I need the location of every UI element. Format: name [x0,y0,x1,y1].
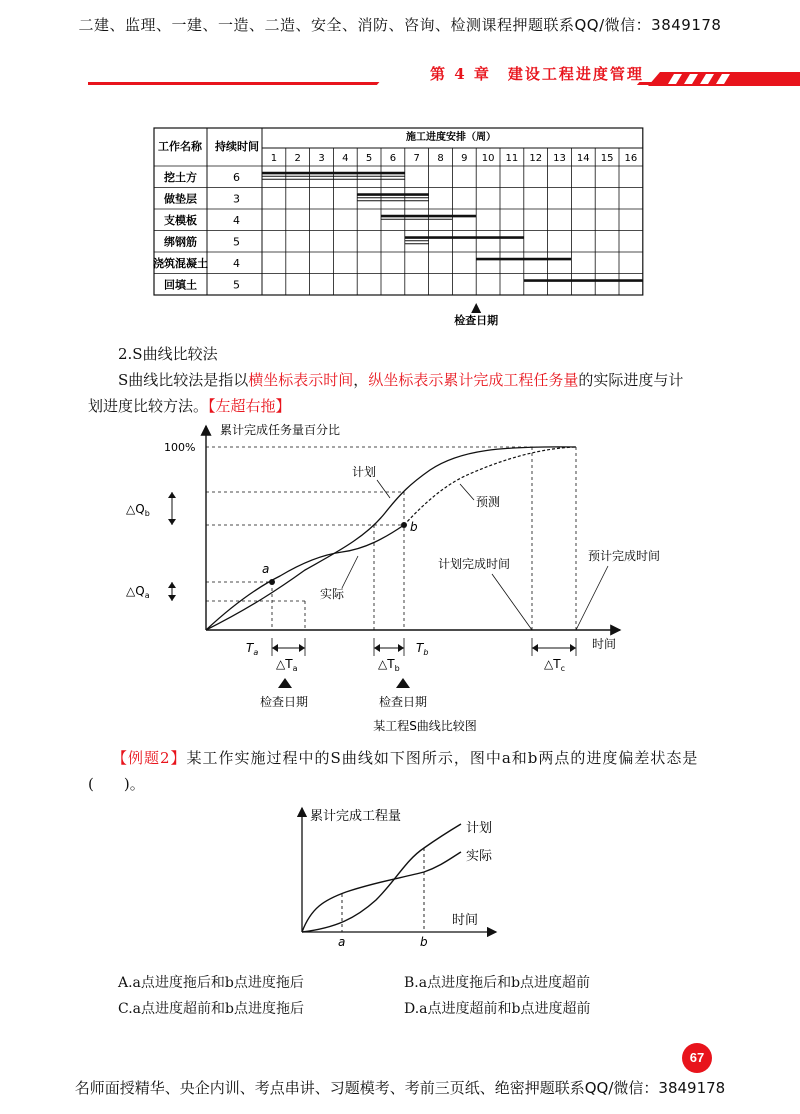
gantt-col-schedule: 施工进度安排（周） [406,132,496,143]
gantt-plan-bar [357,193,428,196]
gantt-week-label: 12 [529,153,543,164]
page-number: 67 [682,1043,712,1073]
gantt-week-label: 3 [318,153,325,164]
gantt-actual-bar [381,219,452,220]
forecast-label: 预测 [476,495,501,509]
gantt-week-label: 16 [624,153,638,164]
gantt-col-name: 工作名称 [158,140,202,153]
gantt-actual-bar [262,179,405,180]
s-chart-caption: 某工程S曲线比较图 [373,719,477,733]
gantt-row-duration: 4 [233,213,240,227]
example-actual-label: 实际 [466,849,493,864]
gantt-actual-bar [405,240,429,241]
delta-qb-label: $\triangle Q_b$ [126,502,150,518]
gantt-plan-bar [381,215,476,218]
gantt-actual-bar [357,200,428,201]
point-b [401,522,407,528]
footer-banner: 名师面授精华、央企内训、考点串讲、习题模考、考前三页纸、绝密押题联系QQ/微信：3849178 [74,1079,726,1097]
point-b-label: b [410,520,418,534]
delta-qa-label: $\triangle Q_a$ [126,584,150,600]
gantt-week-label: 14 [576,153,590,164]
gantt-grid [154,128,643,295]
example-line-1 [112,747,698,769]
example-tag: 【例题2】 [112,749,187,767]
example-blank: ( )。 [88,775,145,793]
check-date-label: 检查日期 [454,314,499,327]
example-b-label: b [420,935,428,949]
example-chart [286,800,506,960]
check-label-2: 检查日期 [378,695,428,709]
gantt-plan-bar [476,258,571,261]
delta-ta-label: $\triangle T_a$ [276,657,298,673]
gantt-actual-bar [357,197,428,198]
gantt-week-label: 13 [553,153,566,164]
gantt-week-label: 7 [413,153,420,164]
s-curve-chart [120,418,661,738]
forecast-curve [404,447,576,525]
gantt-row-duration: 5 [233,235,240,249]
p2-red: 【左超右拖】 [208,397,291,415]
gantt-plan-bar [262,172,405,175]
plan-label: 计划 [352,465,377,479]
paragraph-line-2 [88,395,291,417]
option-c[interactable]: C.a点进度超前和b点进度拖后 [118,1001,304,1017]
example-plan-curve [302,824,461,932]
ta-label: $T_a$ [246,641,259,657]
top-banner: 二建、监理、一建、一造、二造、安全、消防、咨询、检测课程押题联系QQ/微信：3849178 [78,16,722,34]
y-axis-label: 累计完成任务量百分比 [220,423,341,437]
gantt-row-name: 挖土方 [164,170,197,184]
gantt-actual-bar [405,243,429,244]
check-marker-1 [278,678,292,688]
example-actual-curve [302,852,461,932]
forecast-finish-label: 预计完成时间 [588,549,661,563]
gantt-row-duration: 5 [233,278,240,292]
example-xlabel: 时间 [452,913,479,928]
gantt-row-name: 绑钢筋 [164,235,197,249]
plan-finish-label: 计划完成时间 [438,557,511,571]
gantt-row-duration: 6 [233,170,240,184]
gantt-row-duration: 4 [233,256,240,270]
option-d[interactable]: D.a点进度超前和b点进度超前 [404,1001,591,1017]
gantt-week-label: 8 [437,153,444,164]
gantt-week-label: 4 [342,153,349,164]
gantt-row-duration: 3 [233,192,240,206]
option-a[interactable]: A.a点进度拖后和b点进度拖后 [118,975,304,991]
plan-curve [206,447,576,630]
paragraph-line-1 [118,369,683,391]
x-axis-label: 时间 [592,637,617,651]
check-marker-2 [396,678,410,688]
gantt-week-label: 1 [270,153,278,164]
p1-a: S曲线比较法是指以 [118,371,249,389]
gantt-week-label: 11 [505,153,519,164]
check-date-marker [471,303,481,313]
point-a [269,579,275,585]
gantt-plan-bar [405,236,524,239]
example-plan-label: 计划 [466,821,493,836]
gantt-col-duration: 持续时间 [215,140,259,153]
gantt-row-name: 浇筑混凝土 [153,256,208,270]
p1-b: ， [353,371,369,389]
example-text: 某工作实施过程中的S曲线如下图所示，图中a和b两点的进度偏差状态是 [186,749,699,767]
gantt-row-name: 支模板 [164,213,197,227]
gantt-row-name: 回填土 [164,278,197,292]
gantt-chart [150,126,650,336]
gantt-week-label: 15 [600,153,614,164]
gantt-week-label: 9 [461,153,468,164]
tb-label: $T_b$ [416,641,429,657]
check-label-1: 检查日期 [259,695,309,709]
actual-label: 实际 [320,587,345,601]
example-ylabel: 累计完成工程量 [310,809,402,824]
point-a-label: a [262,562,270,576]
p1-red-1: 横坐标表示时间 [248,371,354,389]
p2-a: 划进度比较方法。 [88,397,209,415]
gantt-week-label: 2 [294,153,301,164]
gantt-week-label: 6 [389,153,397,164]
delta-tc-label: $\triangle T_c$ [544,657,565,673]
chapter-title: 第 4 章 建设工程进度管理 [430,65,644,83]
p1-red-2: 纵坐标表示累计完成工程任务量 [368,371,579,389]
p1-c: 的实际进度与计 [578,371,684,389]
gantt-week-label: 5 [365,153,373,164]
gantt-row-name: 做垫层 [164,192,197,206]
gantt-plan-bar [524,279,643,282]
option-b[interactable]: B.a点进度拖后和b点进度超前 [404,975,591,991]
example-a-label: a [338,935,346,949]
section-heading: 2.S曲线比较法 [118,345,218,363]
gantt-actual-bar [262,176,405,177]
y-100-label: 100% [164,441,196,454]
delta-tb-label: $\triangle T_b$ [378,657,400,673]
gantt-week-label: 10 [481,153,495,164]
